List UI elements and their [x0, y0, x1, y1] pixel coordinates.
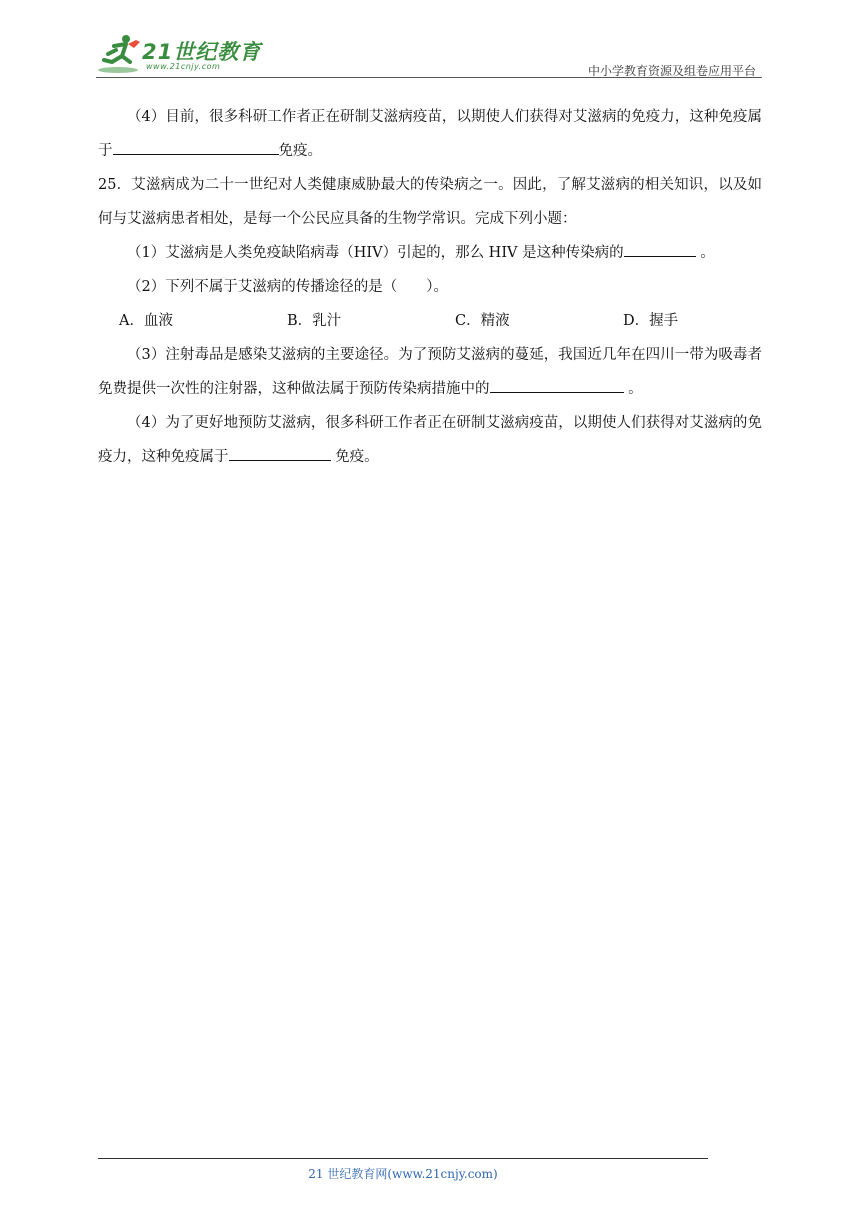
footer-link[interactable]: 21 世纪教育网(www.21cnjy.com): [308, 1167, 498, 1181]
site-logo[interactable]: [96, 32, 266, 78]
q24-part4-answer-blank[interactable]: [113, 139, 279, 155]
q25-part4-text: （4）为了更好地预防艾滋病，很多科研工作者正在研制艾滋病疫苗，以期使人们获得对艾滋病的免疫力，这种免疫属于: [98, 415, 762, 465]
logo-text: 21世纪教育: [142, 40, 262, 64]
q25-part2: （2）下列不属于艾滋病的传播途径的是（ ）。: [127, 279, 448, 295]
q24-part4-text: （4）目前，很多科研工作者正在研制艾滋病疫苗，以期使人们获得对艾滋病的免疫力，这种免疫属于: [98, 109, 762, 159]
runner-logo-icon: [96, 32, 142, 76]
q25-part3-answer-blank[interactable]: [490, 377, 624, 393]
q25-part3-text: （3）注射毒品是感染艾滋病的主要途径。为了预防艾滋病的蔓延，我国近几年在四川一带为吸毒者免费提供一次性的注射器，这种做法属于预防传染病措施中的: [98, 347, 762, 397]
q25-part3-suffix: 。: [623, 381, 643, 397]
option-a[interactable]: A．血液: [119, 313, 173, 329]
logo-subtext: www.21cnjy.com: [146, 62, 221, 71]
q25-part2-options: [98, 304, 762, 338]
q25-part1-suffix: 。: [695, 245, 715, 261]
option-c[interactable]: C．精液: [455, 313, 510, 329]
q25-part1: [98, 236, 762, 270]
q24-part4: [98, 100, 762, 168]
page-header: [96, 32, 762, 78]
q25-part4: [98, 406, 762, 474]
header-divider: [96, 77, 762, 78]
q25-stem: 25．艾滋病成为二十一世纪对人类健康威胁最大的传染病之一。因此，了解艾滋病的相关知识，以及如何与艾滋病患者相处，是每一个公民应具备的生物学常识。完成下列小题：: [98, 177, 762, 227]
header-tagline: 中小学教育资源及组卷应用平台: [587, 64, 756, 78]
document-body: [98, 100, 762, 474]
option-d[interactable]: D．握手: [623, 313, 679, 329]
q24-part4-suffix: 免疫。: [278, 143, 322, 159]
q25-part1-text: （1）艾滋病是人类免疫缺陷病毒（HIV）引起的，那么 HIV 是这种传染病的: [127, 245, 624, 261]
q25-part4-suffix: 免疫。: [330, 449, 379, 465]
q25-part1-answer-blank[interactable]: [624, 241, 696, 257]
q25-part4-answer-blank[interactable]: [229, 445, 331, 461]
footer-divider: [98, 1158, 708, 1159]
q25-part3: [98, 338, 762, 406]
option-b[interactable]: B．乳汁: [287, 313, 342, 329]
